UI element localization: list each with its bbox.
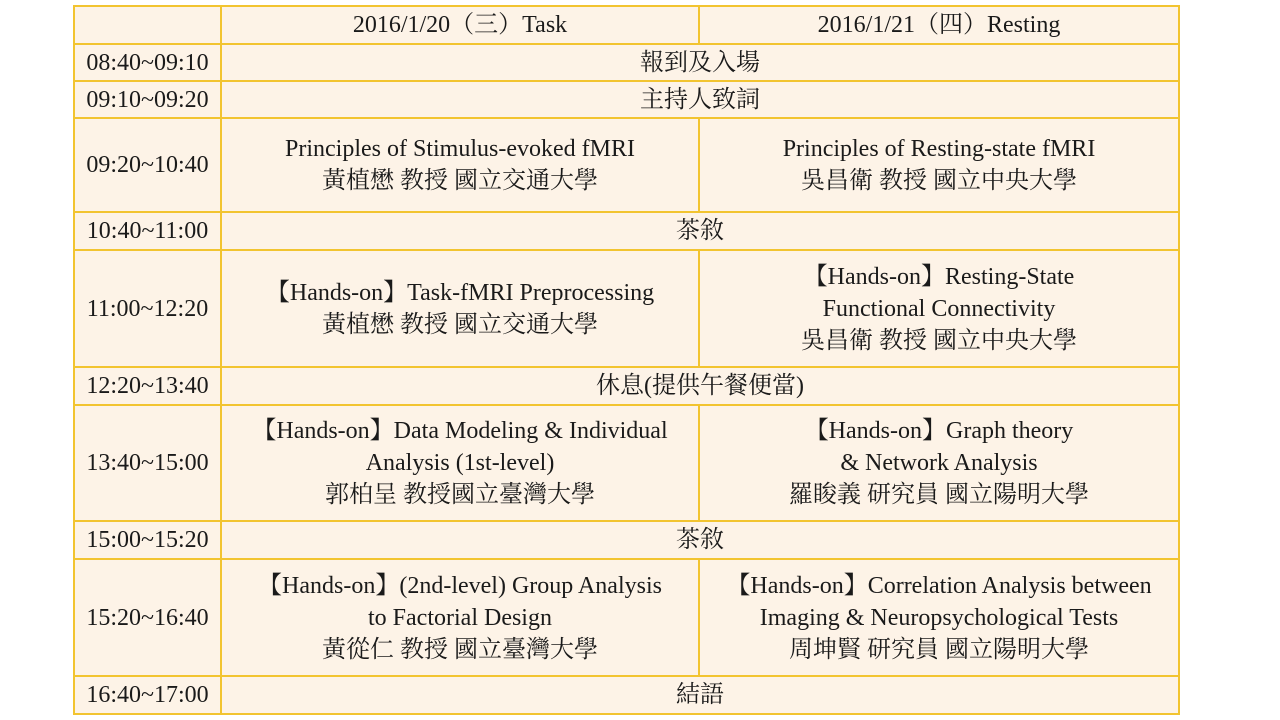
day2-session (699, 559, 1179, 676)
session-title: 【Hands-on】Data Modeling & Individual (252, 418, 668, 444)
session-title: 【Hands-on】(2nd-level) Group Analysis (258, 572, 662, 599)
session-speaker: 黃從仁 教授 國立臺灣大學 (322, 636, 598, 663)
full-width-session (221, 212, 1179, 250)
time-slot: 15:00~15:20 (74, 521, 221, 559)
time-slot: 10:40~11:00 (74, 212, 221, 250)
day2-session (699, 250, 1179, 367)
session-title-continued: Functional Connectivity (822, 295, 1056, 322)
schedule-row (74, 212, 1179, 250)
full-width-session (221, 367, 1179, 405)
header-row (74, 6, 1179, 44)
session-speaker: 周坤賢 研究員 國立陽明大學 (789, 636, 1089, 663)
day2-session (699, 118, 1179, 212)
time-slot: 16:40~17:00 (74, 676, 221, 714)
session-title: 【Hands-on】Correlation Analysis between (726, 572, 1152, 599)
schedule-row (74, 367, 1179, 405)
session-speaker: 吳昌衛 教授 國立中央大學 (801, 168, 1077, 194)
header-day2: 2016/1/21（四）Resting (699, 6, 1179, 44)
session-title-continued: to Factorial Design (368, 604, 552, 631)
day1-session (221, 559, 699, 676)
session-title: 茶敘 (676, 527, 724, 553)
schedule-row (74, 676, 1179, 714)
day1-session (221, 405, 699, 521)
schedule-row (74, 44, 1179, 81)
time-slot: 15:20~16:40 (74, 559, 221, 676)
session-title: 主持人致詞 (640, 86, 760, 113)
session-title-continued: & Network Analysis (840, 450, 1038, 476)
session-title: 報到及入場 (640, 49, 760, 76)
session-title: Principles of Resting-state fMRI (782, 136, 1096, 162)
session-speaker: 郭柏呈 教授國立臺灣大學 (325, 482, 595, 508)
session-title-continued: Imaging & Neuropsychological Tests (759, 604, 1119, 631)
session-title: 【Hands-on】Graph theory (804, 418, 1074, 444)
time-slot: 12:20~13:40 (74, 367, 221, 405)
session-speaker: 吳昌衛 教授 國立中央大學 (801, 327, 1077, 354)
time-slot: 08:40~09:10 (74, 44, 221, 81)
session-title: 休息(提供午餐便當) (596, 373, 804, 399)
session-speaker: 羅睃義 研究員 國立陽明大學 (789, 482, 1089, 508)
header-day1: 2016/1/20（三）Task (221, 6, 699, 44)
session-title: 【Hands-on】Resting-State (803, 263, 1075, 290)
session-title: Principles of Stimulus-evoked fMRI (285, 136, 635, 162)
full-width-session (221, 676, 1179, 714)
day1-session (221, 250, 699, 367)
session-title: 結語 (676, 682, 724, 708)
day1-session (221, 118, 699, 212)
full-width-session (221, 44, 1179, 81)
schedule-table (73, 5, 1180, 715)
schedule-row (74, 521, 1179, 559)
day2-session (699, 405, 1179, 521)
full-width-session (221, 521, 1179, 559)
schedule-row (74, 81, 1179, 118)
schedule-row (74, 405, 1179, 521)
full-width-session (221, 81, 1179, 118)
time-slot: 11:00~12:20 (74, 250, 221, 367)
session-speaker: 黃植懋 教授 國立交通大學 (322, 311, 598, 338)
session-title: 【Hands-on】Task-fMRI Preprocessing (265, 279, 655, 306)
schedule-row (74, 250, 1179, 367)
time-slot: 09:10~09:20 (74, 81, 221, 118)
time-slot: 13:40~15:00 (74, 405, 221, 521)
session-speaker: 黃植懋 教授 國立交通大學 (322, 168, 598, 194)
header-corner-cell (74, 6, 221, 44)
session-title: 茶敘 (676, 218, 724, 244)
schedule-row (74, 118, 1179, 212)
session-title-continued: Analysis (1st-level) (365, 450, 555, 476)
time-slot: 09:20~10:40 (74, 118, 221, 212)
schedule-row (74, 559, 1179, 676)
